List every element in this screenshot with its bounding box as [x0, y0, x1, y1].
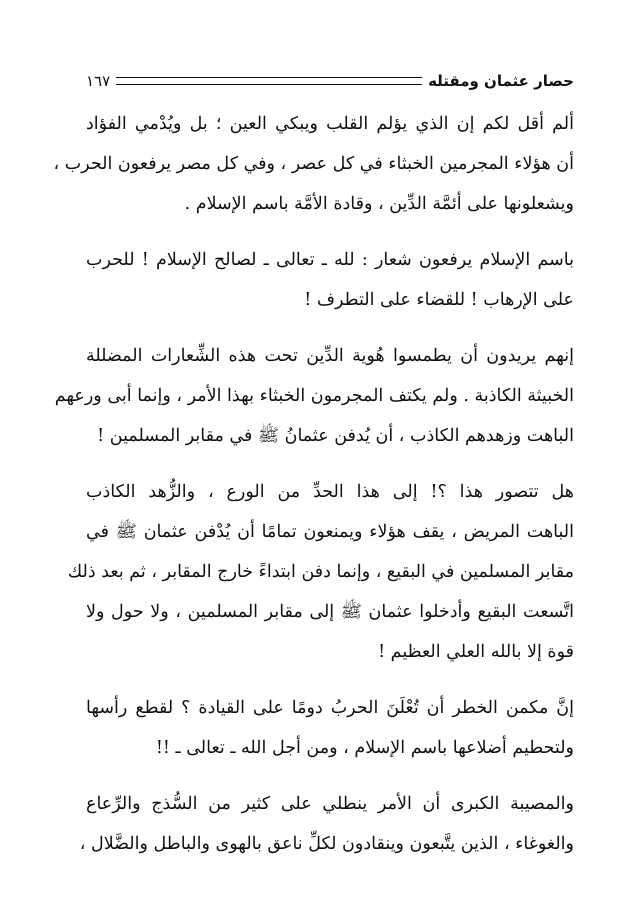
paragraph: [86, 240, 574, 320]
text-line: قوة إلا بالله العلي العظيم !: [378, 642, 574, 662]
text-line: إنَّ مكمن الخطر أن تُعْلَنَ الحربُ دومًا على القيادة ؟ لقطع رأسها: [86, 698, 574, 718]
text-line: على الإرهاب ! للقضاء على التطرف !: [304, 290, 574, 310]
text-line: الباهت وزهدهم الكاذب ، أن يُدفن عثمانُ ﷺ في مقابر المسلمين !: [97, 426, 574, 446]
text-line: هل تتصور هذا ؟! إلى هذا الحدِّ من الورع ، والزُّهد الكاذب: [86, 482, 574, 502]
page-number: ١٦٧: [86, 72, 111, 90]
header-rule: [116, 77, 422, 85]
paragraph: [86, 688, 574, 768]
text-line: باسم الإسلام يرفعون شعار : لله ـ تعالى ـ لصالح الإسلام ! للحرب: [86, 250, 574, 270]
paragraph: [79, 784, 574, 864]
text-line: والغوغاء ، الذين يتَّبعون وينقادون لكلِّ ناعق بالهوى والباطل والضَّلال ،: [79, 834, 574, 854]
text-line: مقابر المسلمين في البقيع ، وإنما دفن ابتداءً خارج المقابر ، ثم بعد ذلك: [67, 562, 574, 582]
paragraph: [53, 104, 574, 224]
text-line: اتَّسعت البقيع وأدخلوا عثمان ﷺ إلى مقابر المسلمين ، ولا حول ولا: [86, 602, 574, 622]
body-text: [53, 104, 574, 880]
chapter-title: حصار عثمان ومقتله: [428, 72, 574, 90]
text-line: الخبيثة الكاذبة . ولم يكتف المجرمون الخبثاء بهذا الأمر ، وإنما أبى ورعهم: [54, 386, 574, 406]
text-line: أن هؤلاء المجرمين الخبثاء في كل عصر ، وفي كل مصر يرفعون الحرب ،: [53, 154, 574, 174]
text-line: ويشعلونها على أئمَّة الدِّين ، وقادة الأمَّة باسم الإسلام .: [184, 194, 574, 214]
text-line: ولتحطيم أضلاعها باسم الإسلام ، ومن أجل الله ـ تعالى ـ !!: [155, 738, 574, 758]
text-line: إنهم يريدون أن يطمسوا هُوية الدِّين تحت هذه الشِّعارات المضللة: [86, 346, 574, 366]
paragraph: [67, 472, 574, 672]
paragraph: [54, 336, 574, 456]
text-line: والمصيبة الكبرى أن الأمر ينطلي على كثير من السُّذج والرِّعاع: [86, 794, 574, 814]
text-line: الباهت المريض ، يقف هؤلاء ويمنعون تمامًا أن يُدْفن عثمان ﷺ في: [86, 522, 574, 542]
text-line: ألم أقل لكم إن الذي يؤلم القلب ويبكي العين ؛ بل ويُدْمي الفؤاد: [86, 114, 574, 134]
running-header: [86, 68, 574, 94]
